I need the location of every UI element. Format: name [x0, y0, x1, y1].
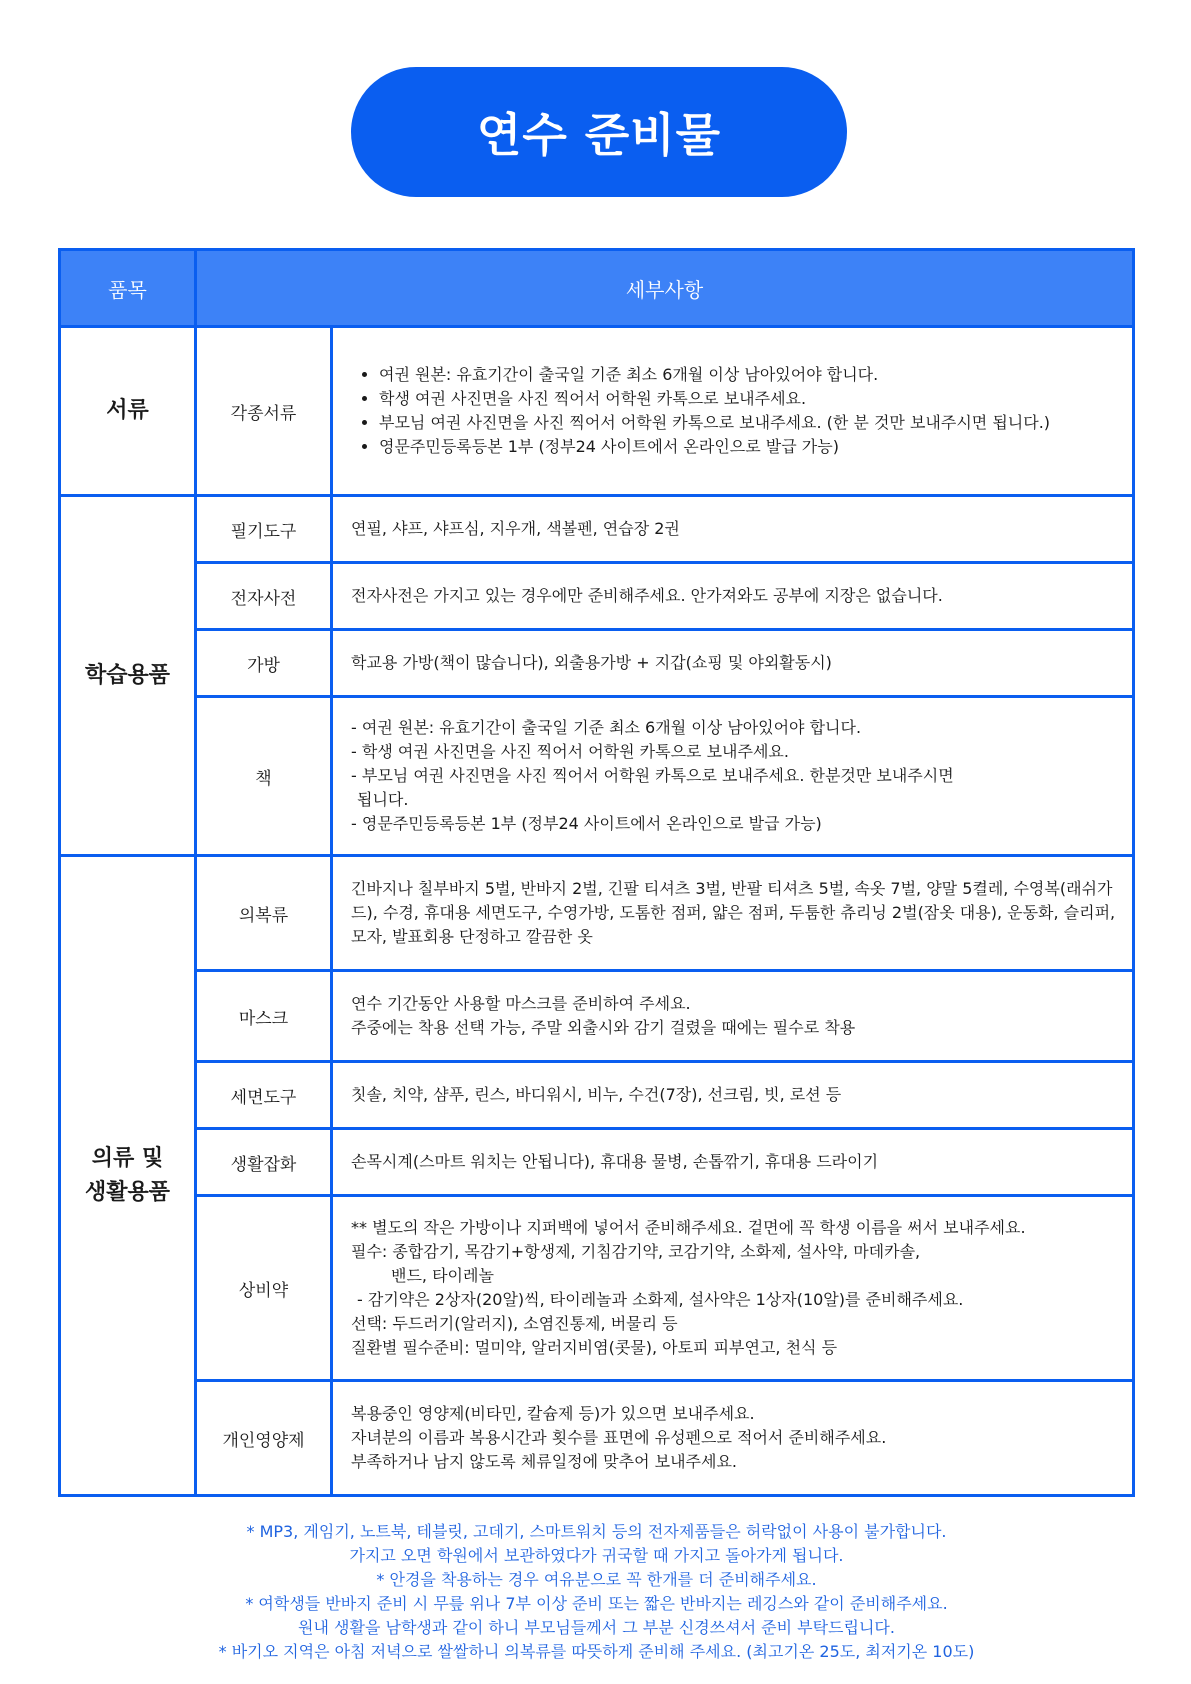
detail-line: 연수 기간동안 사용할 마스크를 준비하여 주세요.	[351, 994, 691, 1013]
subcategory-e-dictionary: 전자사전	[196, 563, 332, 630]
table-row	[60, 971, 1134, 1062]
detail-line: 전자사전은 가지고 있는 경우에만 준비해주세요. 안가져와도 공부에 지장은 없습니다.	[351, 586, 943, 605]
detail-line: 밴드, 타이레놀	[391, 1266, 494, 1285]
footnote-line: * MP3, 게임기, 노트북, 테블릿, 고데기, 스마트워치 등의 전자제품들은 허락없이 사용이 불가합니다.	[246, 1522, 947, 1541]
preparation-table	[58, 248, 1135, 1497]
detail-paragraph: 긴바지나 칠부바지 5벌, 반바지 2벌, 긴팔 티셔츠 3벌, 반팔 티셔츠 5벌, 속옷 7벌, 양말 5켤레, 수영복(래쉬가드), 수경, 휴대용 세면도구, 수영가방, 도톰한 점퍼, 얇은 점퍼, 두툼한 츄리닝 2벌(잠옷 대용), 운동화, 슬리퍼, 모자, 발표회용 단정하고 깔끔한 옷	[351, 879, 1116, 946]
detail-line: 연필, 샤프, 샤프심, 지우개, 색볼펜, 연습장 2권	[351, 519, 680, 538]
details-mask	[332, 971, 1134, 1062]
detail-line: - 여권 원본: 유효기간이 출국일 기준 최소 6개월 이상 남아있어야 합니다.	[351, 718, 862, 737]
category-documents: 서류	[60, 327, 196, 496]
footnote-line: * 바기오 지역은 아침 저녁으로 쌀쌀하니 의복류를 따뜻하게 준비해 주세요. (최고기온 25도, 최저기온 10도)	[218, 1642, 975, 1661]
subcategory-writing: 필기도구	[196, 496, 332, 563]
detail-line: 손목시계(스마트 워치는 안됩니다), 휴대용 물병, 손톱깎기, 휴대용 드라이기	[351, 1152, 879, 1171]
subcategory-mask: 마스크	[196, 971, 332, 1062]
footnote-line: 가지고 오면 학원에서 보관하였다가 귀국할 때 가지고 돌아가게 됩니다.	[349, 1546, 844, 1565]
category-study: 학습용품	[60, 496, 196, 856]
list-item: • 여권 원본: 유효기간이 출국일 기준 최소 6개월 이상 남아있어야 합니다.	[379, 363, 1118, 387]
table-row	[60, 563, 1134, 630]
table-row	[60, 496, 1134, 563]
subcategory-supplements: 개인영양제	[196, 1381, 332, 1496]
details-medicine	[332, 1196, 1134, 1381]
table-row	[60, 1196, 1134, 1381]
detail-line: 주중에는 착용 선택 가능, 주말 외출시와 감기 걸렸을 때에는 필수로 착용	[351, 1018, 856, 1037]
details-misc	[332, 1129, 1134, 1196]
details-e-dictionary	[332, 563, 1134, 630]
table-header-row	[60, 250, 1134, 327]
subcategory-documents: 각종서류	[196, 327, 332, 496]
detail-line: - 부모님 여권 사진면을 사진 찍어서 어학원 카톡으로 보내주세요. 한분것만 보내주시면	[351, 766, 954, 785]
subcategory-misc: 생활잡화	[196, 1129, 332, 1196]
category-living	[60, 856, 196, 1496]
table-row	[60, 856, 1134, 971]
header-details: 세부사항	[196, 250, 1134, 327]
table-row	[60, 630, 1134, 697]
details-toiletries	[332, 1062, 1134, 1129]
detail-line: 자녀분의 이름과 복용시간과 횟수를 표면에 유성펜으로 적어서 준비해주세요.	[351, 1428, 887, 1447]
detail-line: ** 별도의 작은 가방이나 지퍼백에 넣어서 준비해주세요. 겉면에 꼭 학생 이름을 써서 보내주세요.	[351, 1218, 1026, 1237]
subcategory-book: 책	[196, 697, 332, 856]
list-item: • 학생 여권 사진면을 사진 찍어서 어학원 카톡으로 보내주세요.	[379, 387, 1118, 411]
detail-line: - 영문주민등록등본 1부 (정부24 사이트에서 온라인으로 발급 가능)	[351, 814, 822, 833]
detail-line: - 학생 여권 사진면을 사진 찍어서 어학원 카톡으로 보내주세요.	[351, 742, 789, 761]
subcategory-medicine: 상비약	[196, 1196, 332, 1381]
table-row	[60, 1062, 1134, 1129]
detail-line: 필수: 종합감기, 목감기+항생제, 기침감기약, 코감기약, 소화제, 설사약, 마데카솔,	[351, 1242, 921, 1261]
table-row	[60, 1381, 1134, 1496]
header-item: 품목	[60, 250, 196, 327]
category-living-line1: 의류 및	[91, 1145, 164, 1171]
list-item: • 영문주민등록등본 1부 (정부24 사이트에서 온라인으로 발급 가능)	[379, 435, 1118, 459]
subcategory-toiletries: 세면도구	[196, 1062, 332, 1129]
footnote-line: 원내 생활을 남학생과 같이 하니 부모님들께서 그 부분 신경쓰셔서 준비 부탁드립니다.	[298, 1618, 895, 1637]
page-title: 연수 준비물	[351, 67, 847, 197]
footnotes	[58, 1520, 1135, 1664]
details-writing	[332, 496, 1134, 563]
detail-line: - 감기약은 2상자(20알)씩, 타이레놀과 소화제, 설사약은 1상자(10알)를 준비해주세요.	[357, 1290, 964, 1309]
subcategory-clothing: 의복류	[196, 856, 332, 971]
detail-line: 복용중인 영양제(비타민, 칼슘제 등)가 있으면 보내주세요.	[351, 1404, 755, 1423]
detail-line: 됩니다.	[357, 790, 409, 809]
details-bag	[332, 630, 1134, 697]
category-living-line2: 생활용품	[84, 1179, 170, 1205]
details-book	[332, 697, 1134, 856]
table-row	[60, 697, 1134, 856]
detail-line: 질환별 필수준비: 멀미약, 알러지비염(콧물), 아토피 피부연고, 천식 등	[351, 1338, 838, 1357]
table-row	[60, 1129, 1134, 1196]
details-documents	[332, 327, 1134, 496]
subcategory-bag: 가방	[196, 630, 332, 697]
footnote-line: * 여학생들 반바지 준비 시 무릎 위나 7부 이상 준비 또는 짧은 반바지는 레깅스와 같이 준비해주세요.	[245, 1594, 948, 1613]
table-row	[60, 327, 1134, 496]
details-supplements	[332, 1381, 1134, 1496]
detail-line: 선택: 두드러기(알러지), 소염진통제, 버물리 등	[351, 1314, 678, 1333]
detail-line: 부족하거나 남지 않도록 체류일정에 맞추어 보내주세요.	[351, 1452, 738, 1471]
details-clothing	[332, 856, 1134, 971]
detail-line: 학교용 가방(책이 많습니다), 외출용가방 + 지갑(쇼핑 및 야외활동시)	[351, 653, 832, 672]
footnote-line: * 안경을 착용하는 경우 여유분으로 꼭 한개를 더 준비해주세요.	[376, 1570, 817, 1589]
list-item: • 부모님 여권 사진면을 사진 찍어서 어학원 카톡으로 보내주세요. (한 분 것만 보내주시면 됩니다.)	[379, 411, 1118, 435]
detail-line: 칫솔, 치약, 샴푸, 린스, 바디워시, 비누, 수건(7장), 선크림, 빗, 로션 등	[351, 1085, 842, 1104]
